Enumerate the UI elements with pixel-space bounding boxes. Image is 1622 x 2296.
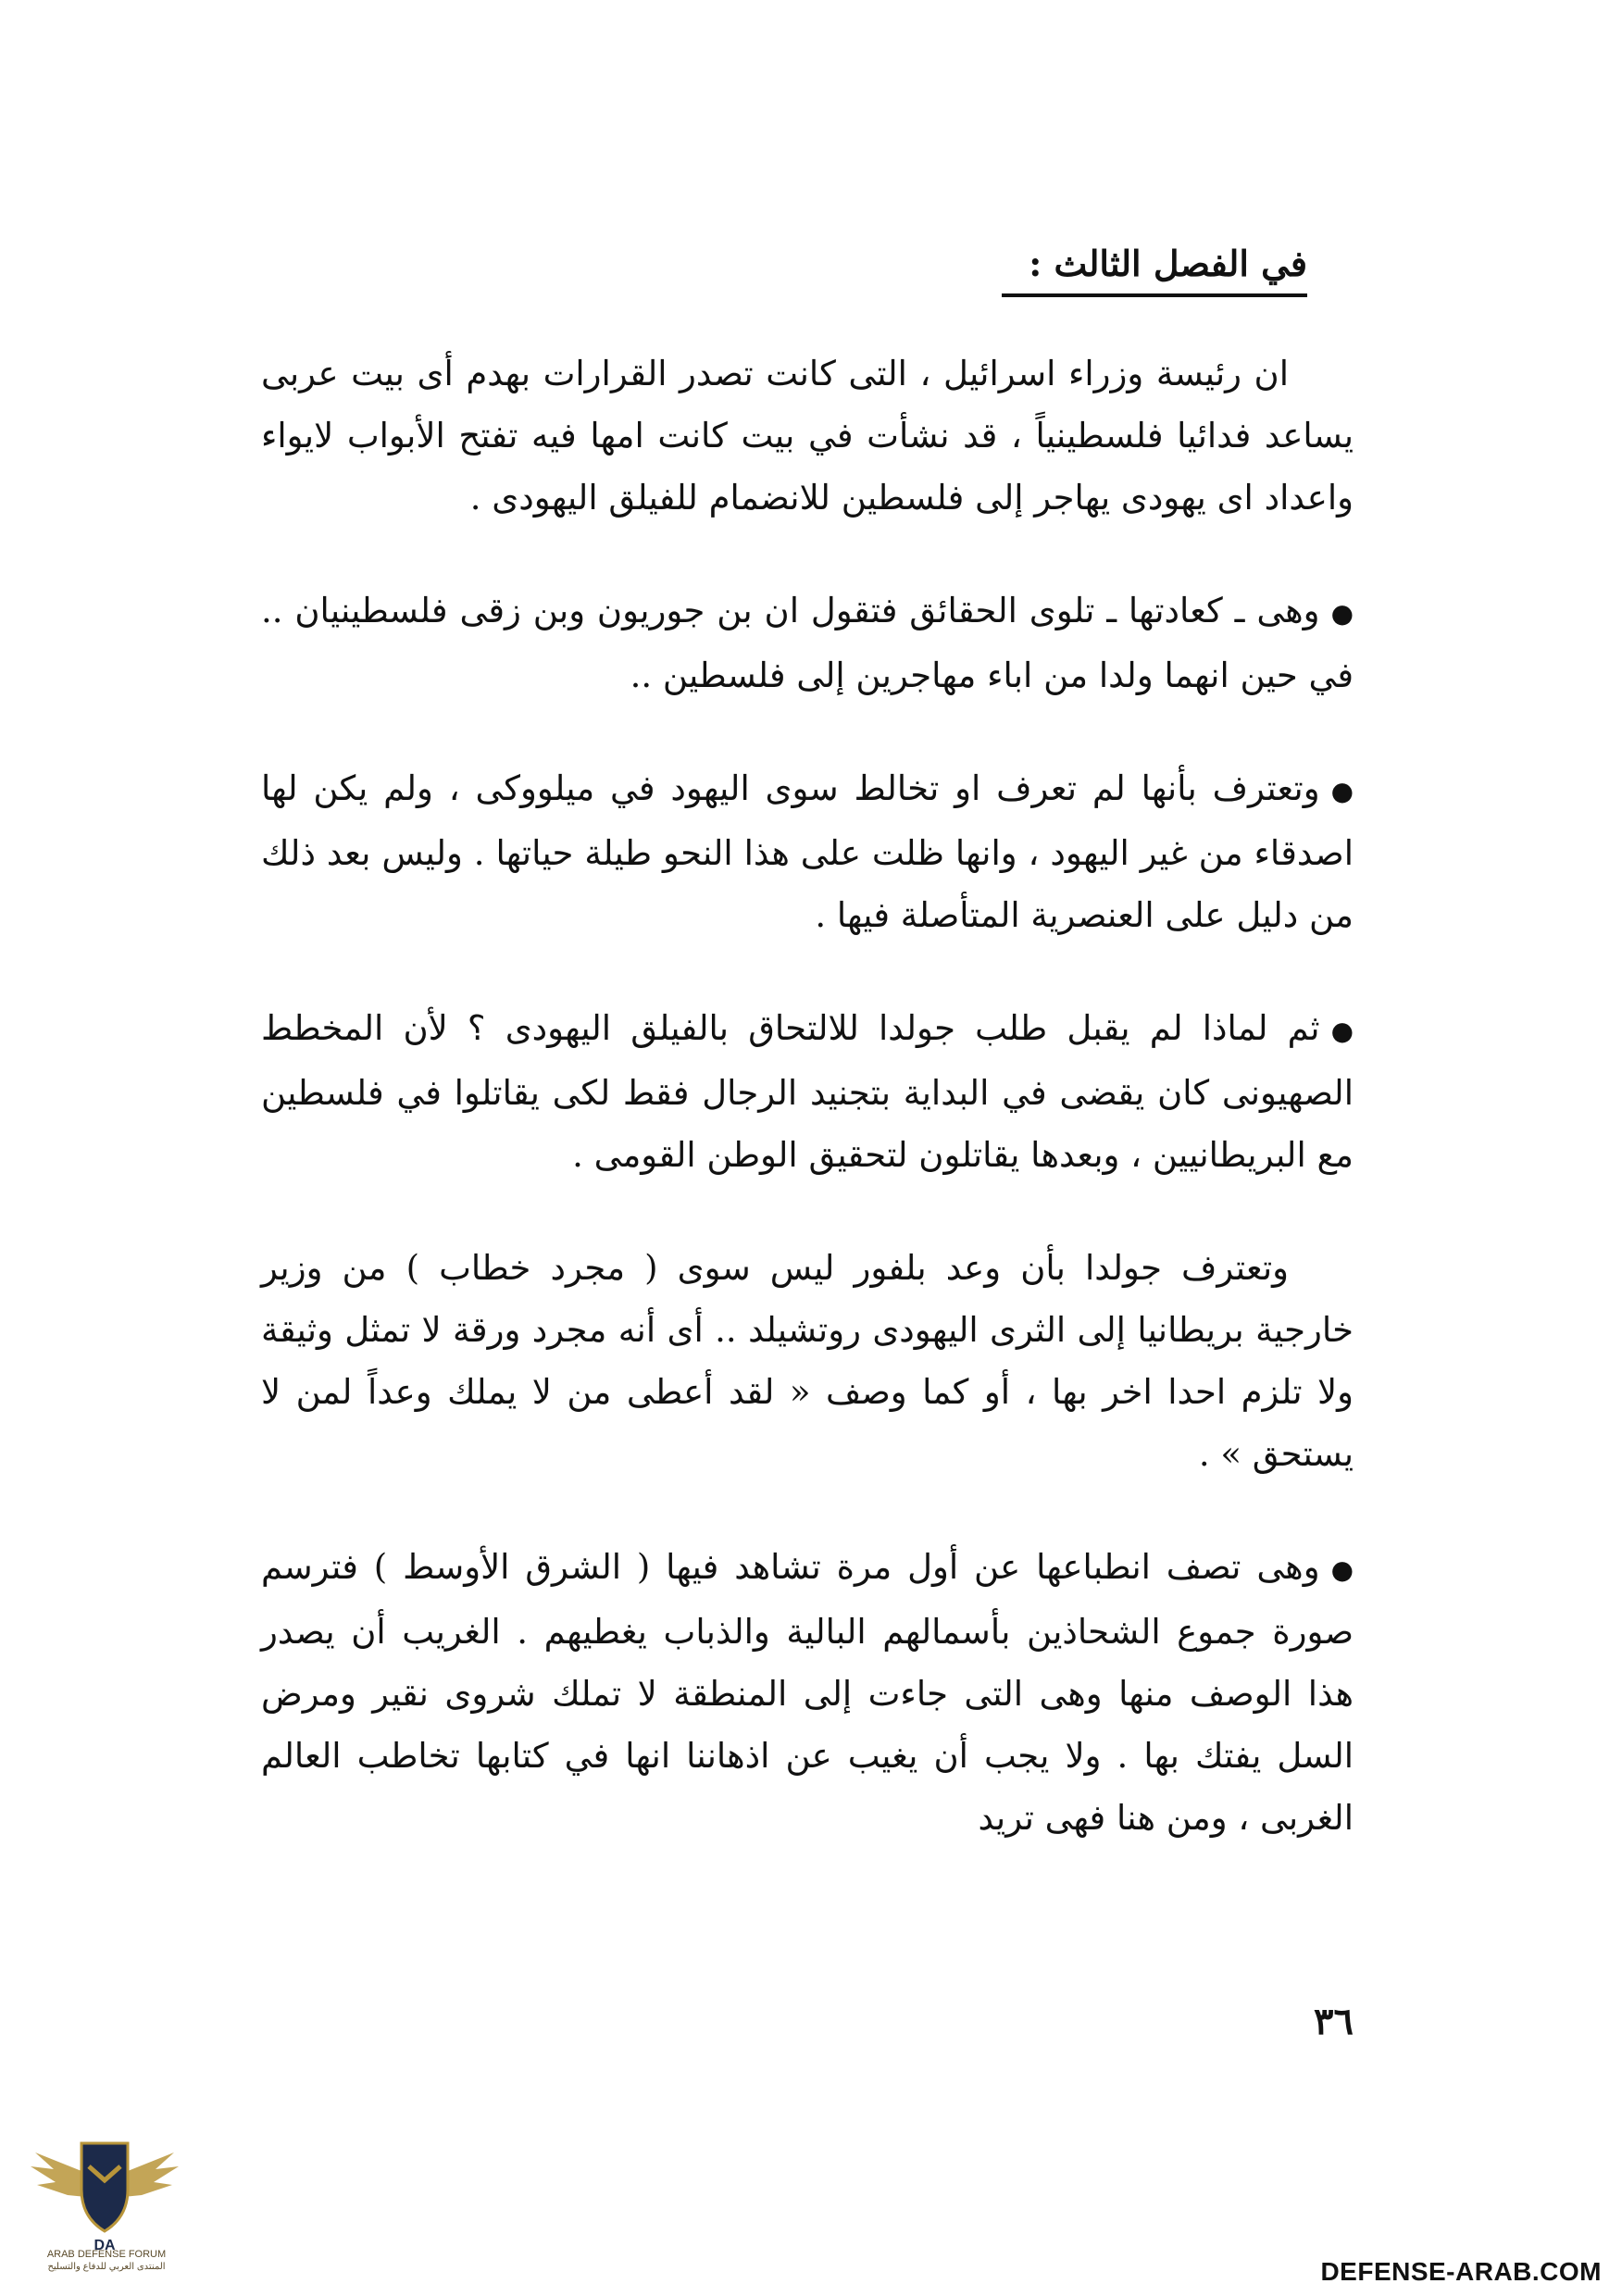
paragraph-3-text: وتعترف بأنها لم تعرف او تخالط سوى اليهود في ميلووكى ، ولم يكن لها اصدقاء من غير اليهود ، وانها ظلت على هذا النحو طيلة حياتها . وليس بعد ذلك من دليل على العنصرية المتأصلة فيها . — [261, 768, 1354, 935]
paragraph-6-text: وهى تصف انطباعها عن أول مرة تشاهد فيها ( الشرق الأوسط ) فترسم صورة جموع الشحاذين بأسمالهم البالية والذباب يغطيهم . الغريب أن يصدر هذا الوصف منها وهى التى جاءت إلى المنطقة لا تملك شروى نقير ومرض السل يفتك بها . ولا يجب أن يغيب عن اذهاننا انها في كتابها تخاطب العالم الغربى ، ومن هنا فهى تريد — [261, 1547, 1354, 1838]
paragraph-1-text: ان رئيسة وزراء اسرائيل ، التى كانت تصدر القرارات بهدم أى بيت عربى يساعد فدائيا فلسطينياً ، قد نشأت في بيت كانت امها فيه تفتح الأبواب لايواء واعداد اى يهودى يهاجر إلى فلسطين للانضمام للفيلق اليهودى . — [261, 354, 1354, 518]
logo-caption-en: ARAB DEFENSE FORUM — [46, 2249, 167, 2260]
site-url: DEFENSE-ARAB.COM — [1320, 2257, 1602, 2286]
paragraph-6 — [261, 1536, 1354, 1849]
paragraph-5 — [261, 1237, 1354, 1485]
logo-shield — [81, 2143, 128, 2231]
logo-caption — [28, 2248, 185, 2274]
bullet-icon: ● — [1330, 598, 1354, 629]
paragraph-2-text: وهى ـ كعادتها ـ تلوى الحقائق فتقول ان بن جوريون وبن زقى فلسطينيان .. في حين انهما ولدا من اباء مهاجرين إلى فلسطين .. — [261, 591, 1354, 695]
body-text — [261, 343, 1354, 1900]
paragraph-5-text: وتعترف جولدا بأن وعد بلفور ليس سوى ( مجرد خطاب ) من وزير خارجية بريطانيا إلى الثرى اليهودى روتشيلد .. أى أنه مجرد ورقة لا تمثل وثيقة ولا تلزم احدا اخر بها ، أو كما وصف « لقد أعطى من لا يملك وعداً لمن لا يستحق » . — [261, 1248, 1354, 1474]
bullet-icon: ● — [1330, 776, 1354, 806]
paragraph-4-text: ثم لماذا لم يقبل طلب جولدا للالتحاق بالفيلق اليهودى ؟ لأن المخطط الصهيونى كان يقضى في البداية بتجنيد الرجال فقط لكى يقاتلوا في فلسطين مع البريطانيين ، وبعدها يقاتلون لتحقيق الوطن القومى . — [261, 1008, 1354, 1175]
bullet-icon: ● — [1330, 1016, 1354, 1046]
paragraph-3 — [261, 757, 1354, 946]
paragraph-4 — [261, 997, 1354, 1186]
bullet-icon: ● — [1330, 1554, 1354, 1585]
paragraph-1 — [261, 343, 1354, 529]
logo-caption-ar: المنتدى العربي للدفاع والتسليح — [47, 2262, 166, 2272]
logo-text: DA — [94, 2238, 116, 2253]
chapter-heading: في الفصل الثالث : — [1002, 243, 1307, 297]
page-number: ٣٦ — [1314, 2000, 1354, 2043]
paragraph-2 — [261, 580, 1354, 706]
